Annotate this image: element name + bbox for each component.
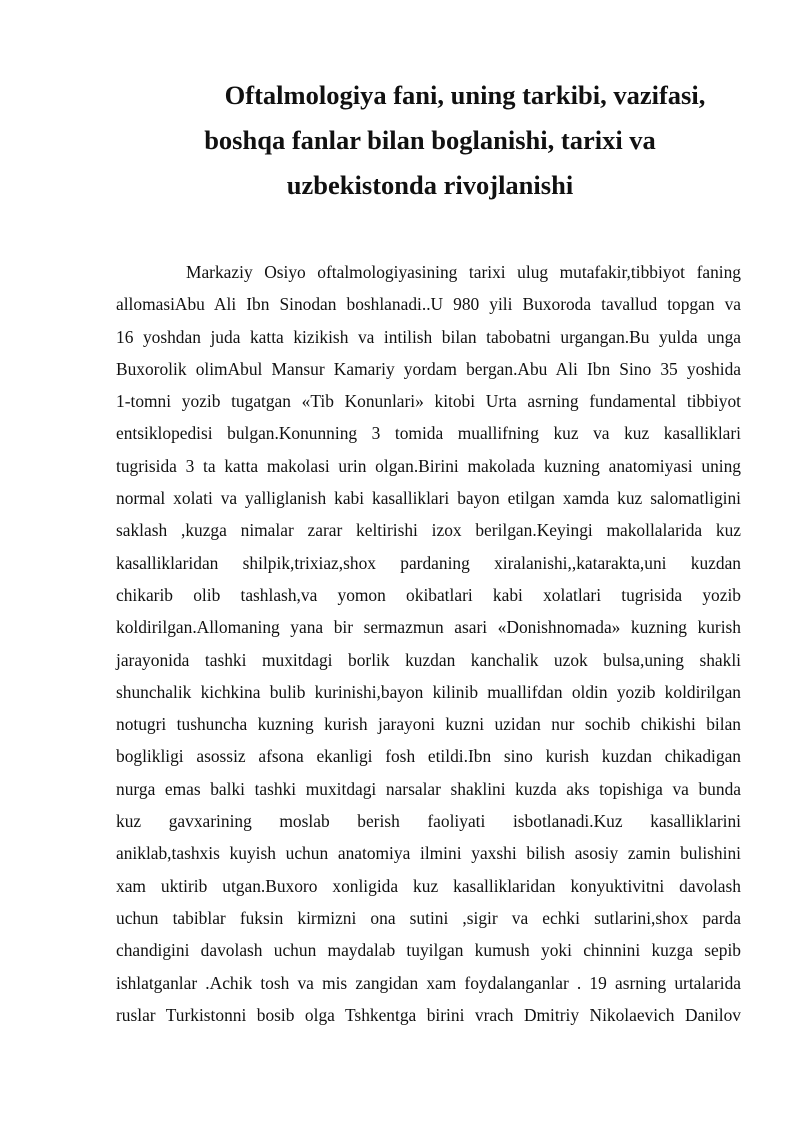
body-line: Buxorolik olimAbul Mansur Kamariy yordam bergan.Abu Ali Ibn Sino 35 yoshida — [116, 358, 741, 379]
title-line: boshqa fanlar bilan boglanishi, tarixi va — [204, 125, 656, 155]
body-line: chandigini davolash uchun maydalab tuyilgan kumush yoki chinnini kuzga sepib — [116, 940, 741, 961]
body-line: xam uktirib utgan.Buxoro xonligida kuz kasalliklaridan konyuktivitni davolash — [116, 875, 741, 896]
body-line: allomasiAbu Ali Ibn Sinodan boshlanadi..U 980 yili Buxoroda tavallud topgan va — [116, 294, 741, 315]
body-line: aniklab,tashxis kuyish uchun anatomiya ilmini yaxshi bilish asosiy zamin bulishini — [116, 843, 741, 864]
body-line: tugrisida 3 ta katta makolasi urin olgan.Birini makolada kuzning anatomiyasi uning — [116, 455, 741, 476]
body-line: 16 yoshdan juda katta kizikish va intilish bilan tabobatni urgangan.Bu yulda unga — [116, 326, 741, 347]
body-line: ishlatganlar .Achik tosh va mis zangidan xam foydalanganlar . 19 asrning urtalarida — [116, 972, 741, 993]
body-line: ruslar Turkistonni bosib olga Tshkentga birini vrach Dmitriy Nikolaevich Danilov — [116, 1004, 741, 1025]
body-line: boglikligi asossiz afsona ekanligi fosh etildi.Ibn sino kurish kuzdan chikadigan — [116, 746, 741, 767]
body-line: chikarib olib tashlash,va yomon okibatlari kabi xolatlari tugrisida yozib — [116, 584, 741, 605]
body-line: koldirilgan.Allomaning yana bir sermazmun asari «Donishnomada» kuzning kurish — [116, 617, 741, 638]
body-line: entsiklopedisi bulgan.Konunning 3 tomida muallifning kuz va kuz kasalliklari — [116, 423, 741, 444]
body-line: notugri tushuncha kuzning kurish jarayoni kuzni uzidan nur sochib chikishi bilan — [116, 714, 741, 735]
body-line: 1-tomni yozib tugatgan «Tib Konunlari» kitobi Urta asrning fundamental tibbiyot — [116, 391, 741, 412]
title-line: Oftalmologiya fani, uning tarkibi, vazifasi, — [224, 80, 706, 110]
body-line: normal xolati va yalliglanish kabi kasalliklari bayon etilgan xamda kuz salomatligini — [116, 488, 741, 509]
body-line: kuz gavxarining moslab berish faoliyati isbotlanadi.Kuz kasalliklarini — [116, 811, 741, 832]
body-line: saklash ,kuzga nimalar zarar keltirishi izox berilgan.Keyingi makollalarida kuz — [116, 520, 741, 541]
body-line: nurga emas balki tashki muxitdagi narsalar shaklini kuzda aks topishiga va bunda — [116, 778, 741, 799]
document-body — [116, 256, 741, 1031]
title-line: uzbekistonda rivojlanishi — [286, 170, 574, 200]
body-line: kasalliklaridan shilpik,trixiaz,shox pardaning xiralanishi,,katarakta,uni kuzdan — [116, 552, 741, 573]
document-title — [110, 73, 750, 208]
body-line: shunchalik kichkina bulib kurinishi,bayon kilinib muallifdan oldin yozib koldirilgan — [116, 681, 741, 702]
body-line: jarayonida tashki muxitdagi borlik kuzdan kanchalik uzok bulsa,uning shakli — [116, 649, 741, 670]
body-line: Markaziy Osiyo oftalmologiyasining tarixi ulug mutafakir,tibbiyot faning — [186, 262, 741, 282]
body-line: uchun tabiblar fuksin kirmizni ona sutini ,sigir va echki sutlarini,shox parda — [116, 907, 741, 928]
